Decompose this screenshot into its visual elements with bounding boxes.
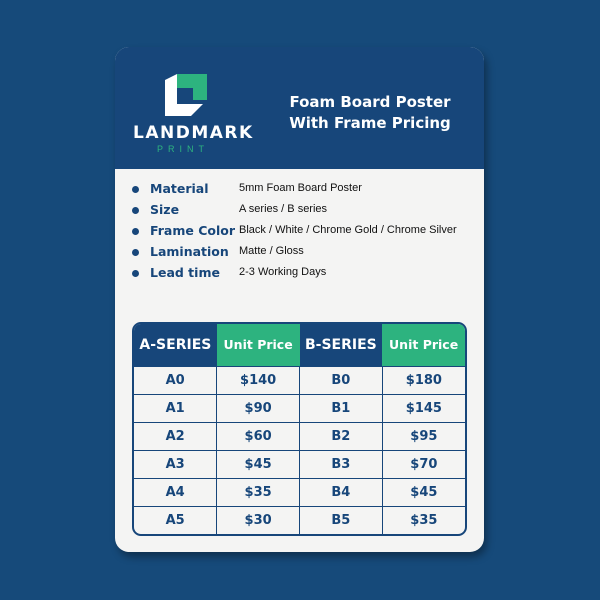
size-cell: A3 [134,450,217,478]
price-cell: $95 [382,422,465,450]
price-cell: $35 [382,507,465,534]
spec-value: 2-3 Working Days [239,266,327,278]
spec-item [132,180,477,201]
price-cell: $145 [382,394,465,422]
spec-item [132,264,477,285]
bullet-icon [132,207,139,214]
price-cell: $180 [382,366,465,394]
a-series-header: A-SERIES [134,324,217,366]
spec-value: 5mm Foam Board Poster [239,182,362,194]
size-cell: A0 [134,366,217,394]
table-header-row [134,324,465,366]
spec-label: Lead time [150,265,220,280]
pricing-card [115,47,484,552]
price-cell: $70 [382,450,465,478]
spec-item [132,201,477,222]
spec-value: A series / B series [239,203,328,215]
card-header [115,47,484,169]
logo [133,70,254,160]
spec-label: Material [150,181,209,196]
unit-price-header: Unit Price [382,324,465,366]
spec-value: Matte / Gloss [239,245,304,257]
table-row [134,479,465,507]
size-cell: B2 [300,422,383,450]
table-row [134,366,465,394]
spec-label: Frame Color [150,223,235,238]
table-row [134,394,465,422]
spec-item [132,222,477,243]
spec-list [132,180,477,285]
size-cell: A2 [134,422,217,450]
spec-value: Black / White / Chrome Gold / Chrome Silver [239,224,457,236]
bullet-icon [132,228,139,235]
bullet-icon [132,249,139,256]
price-cell: $35 [217,479,300,507]
price-table [132,322,467,536]
brand-subtitle: PRINT [157,144,209,154]
title-line-1: Foam Board Poster [289,93,451,111]
unit-price-header: Unit Price [217,324,300,366]
table-row [134,422,465,450]
title-line-2: With Frame Pricing [289,114,451,132]
size-cell: B1 [300,394,383,422]
size-cell: B5 [300,507,383,534]
table-row [134,450,465,478]
size-cell: A5 [134,507,217,534]
price-cell: $90 [217,394,300,422]
page-title [265,92,475,134]
spec-label: Lamination [150,244,229,259]
price-cell: $45 [382,479,465,507]
bullet-icon [132,186,139,193]
price-cell: $140 [217,366,300,394]
bullet-icon [132,270,139,277]
size-cell: A4 [134,479,217,507]
spec-label: Size [150,202,180,217]
table-row [134,507,465,534]
spec-item [132,243,477,264]
size-cell: B3 [300,450,383,478]
landmark-logo-icon [163,70,207,118]
brand-name: LANDMARK [133,123,254,143]
b-series-header: B-SERIES [300,324,383,366]
size-cell: B4 [300,479,383,507]
size-cell: A1 [134,394,217,422]
price-cell: $45 [217,450,300,478]
price-cell: $30 [217,507,300,534]
price-cell: $60 [217,422,300,450]
size-cell: B0 [300,366,383,394]
